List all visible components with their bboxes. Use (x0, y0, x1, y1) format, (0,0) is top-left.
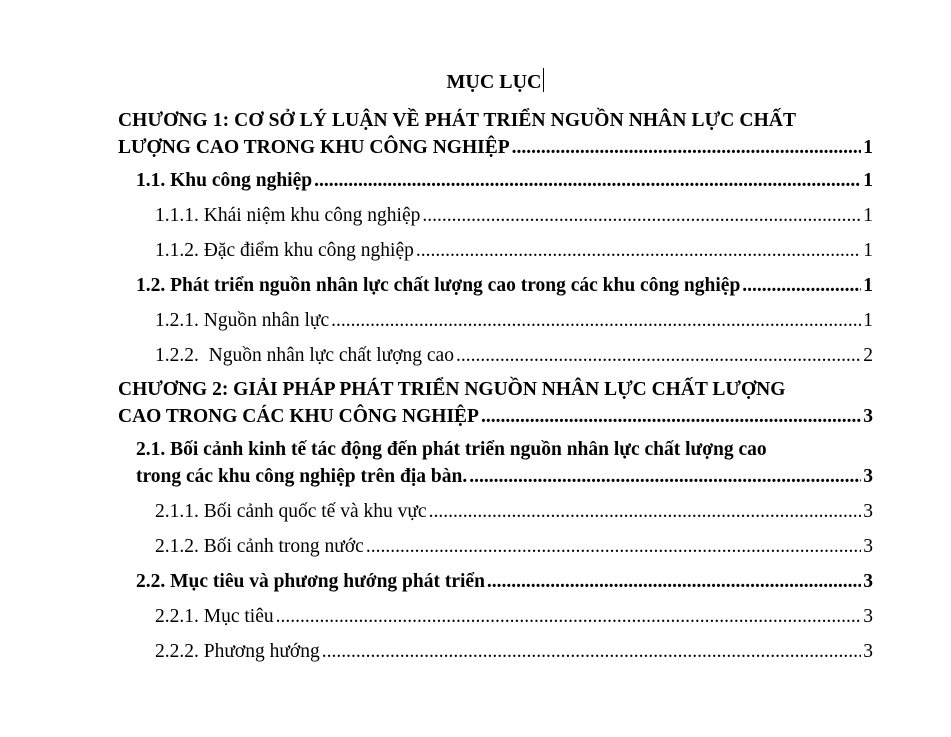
toc-entry-text: LƯỢNG CAO TRONG KHU CÔNG NGHIỆP (118, 137, 510, 158)
toc-entry-1-1-2[interactable] (155, 233, 873, 268)
toc-leader (487, 568, 861, 595)
toc-page-number: 1 (863, 170, 873, 191)
toc-title-text: MỤC LỤC (446, 71, 542, 93)
toc-entry-text: CAO TRONG CÁC KHU CÔNG NGHIỆP (118, 406, 479, 427)
toc-page-number: 3 (863, 536, 873, 557)
toc-entry-2-2-2[interactable] (155, 634, 873, 669)
toc-entry-text: 1.2.1. Nguồn nhân lực (155, 310, 330, 331)
toc-entry-text: trong các khu công nghiệp trên địa bàn. (136, 466, 468, 487)
toc-entry-text-line1: CHƯƠNG 2: GIẢI PHÁP PHÁT TRIỂN NGUỒN NHÂN LỰC CHẤT LƯỢNG (118, 379, 786, 400)
toc-leader (422, 202, 861, 229)
toc-entry-2-1[interactable] (136, 432, 873, 494)
toc-page-number: 3 (863, 406, 873, 427)
toc-entry-text: 2.2. Mục tiêu và phương hướng phát triển (136, 571, 485, 592)
toc-page-number: 1 (863, 240, 873, 261)
toc-entry-text: 2.2.2. Phương hướng (155, 641, 320, 662)
toc-entry-2-2[interactable] (136, 564, 873, 599)
toc-leader (416, 237, 861, 264)
toc-leader (366, 533, 861, 560)
toc-entry-text: 1.1.2. Đặc điểm khu công nghiệp (155, 240, 414, 261)
toc-entry-text: 1.1.1. Khái niệm khu công nghiệp (155, 205, 421, 226)
toc-entry-2-1-1[interactable] (155, 494, 873, 529)
toc-page-number: 2 (863, 345, 873, 366)
toc-leader (331, 307, 861, 334)
toc-page-number: 3 (863, 466, 873, 487)
toc-page-number: 3 (863, 501, 873, 522)
toc-entry-text: 2.2.1. Mục tiêu (155, 606, 274, 627)
toc-leader (456, 342, 861, 369)
toc-leader (314, 167, 861, 194)
toc-entry-text: 2.1.2. Bối cảnh trong nước (155, 536, 364, 557)
toc-entry-text: 1.2. Phát triển nguồn nhân lực chất lượng cao trong các khu công nghiệp (136, 275, 741, 296)
toc-leader (469, 463, 861, 490)
toc-entry-text: 1.2.2. Nguồn nhân lực chất lượng cao (155, 345, 454, 366)
toc-page-number: 3 (863, 606, 873, 627)
toc-page-number: 3 (863, 641, 873, 662)
toc-entry-chapter-2[interactable] (118, 373, 873, 432)
toc-entry-2-2-1[interactable] (155, 599, 873, 634)
toc-entry-chapter-1[interactable] (118, 104, 873, 163)
toc-leader (742, 272, 861, 299)
toc-entry-1-1[interactable] (136, 163, 873, 198)
toc-entry-text: 2.1.1. Bối cảnh quốc tế và khu vực (155, 501, 427, 522)
toc-leader (481, 403, 861, 430)
toc-entry-text: 1.1. Khu công nghiệp (136, 170, 313, 191)
toc-entry-1-2[interactable] (136, 268, 873, 303)
toc-leader (429, 498, 862, 525)
toc-entry-text-line1: 2.1. Bối cảnh kinh tế tác động đến phát triển nguồn nhân lực chất lượng cao (136, 439, 767, 460)
toc-entry-text-line1: CHƯƠNG 1: CƠ SỞ LÝ LUẬN VỀ PHÁT TRIỂN NGUỒN NHÂN LỰC CHẤT (118, 110, 797, 131)
toc-entry-1-2-2[interactable] (155, 338, 873, 373)
toc-page-number: 1 (863, 205, 873, 226)
toc-page-number: 1 (863, 275, 873, 296)
toc-entry-1-1-1[interactable] (155, 198, 873, 233)
toc-leader (322, 638, 862, 665)
toc-leader (512, 134, 862, 161)
text-cursor (543, 68, 544, 92)
toc-entry-1-2-1[interactable] (155, 303, 873, 338)
toc-entry-2-1-2[interactable] (155, 529, 873, 564)
toc-title (0, 68, 951, 95)
toc-page-number: 1 (863, 137, 873, 158)
toc-leader (276, 603, 862, 630)
toc-page-number: 3 (863, 571, 873, 592)
toc-page-number: 1 (863, 310, 873, 331)
table-of-contents (0, 104, 951, 669)
